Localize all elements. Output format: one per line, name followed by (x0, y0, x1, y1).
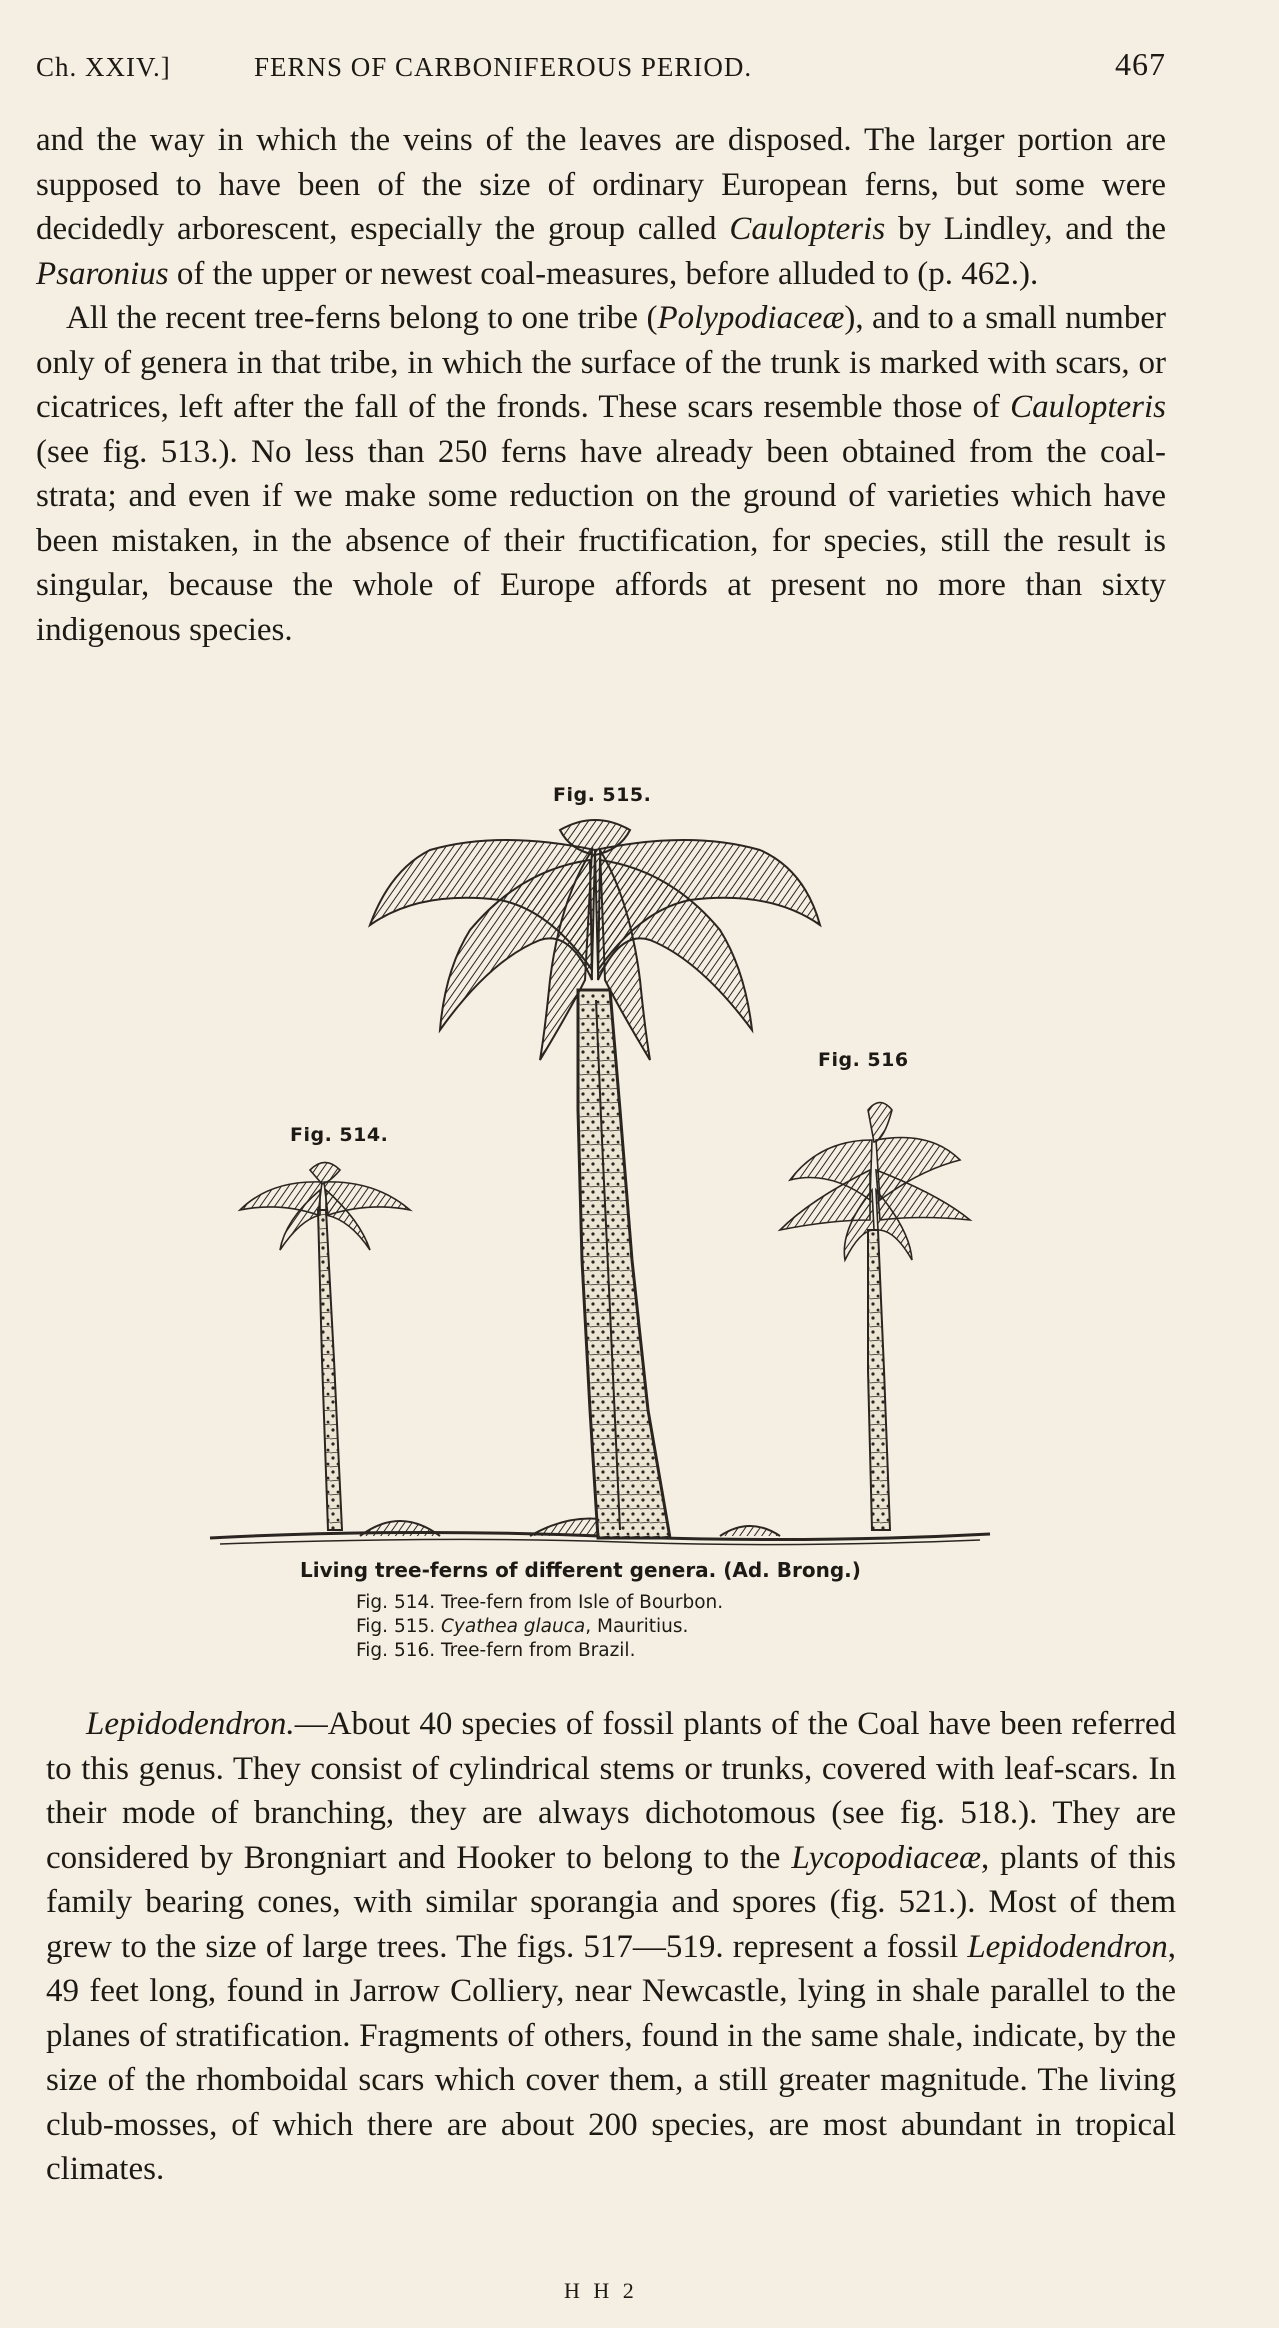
italic-term: Caulopteris (729, 211, 886, 247)
text-run: by Lindley, and the (885, 211, 1167, 247)
text-run: , 49 feet long, found in Jarrow Colliery, near Newcastle, lying in shale parallel to the planes of stratification. Fragments of others, found in the same shale, indicate, by the size of the rhomboidal scars which cover them, a still greater magnitude. The living club-mosses, of which there are about 200 species, are most abundant in tropical climates. (46, 1928, 1176, 2187)
caption-species: Cyathea glauca (441, 1616, 586, 1637)
text-run: and the way in which the veins of the leaves are disposed. The larger portion are supposed to have been of the size of ordinary European ferns, but some were decidedly arborescent, especially the group called (36, 122, 1166, 247)
italic-term: Lepidodendron (967, 1928, 1168, 1965)
text-run: ), and to a small number only of genera in that tribe, in which the surface of the trunk is marked with scars, or cicatrices, left after the fall of the fronds. These scars resemble those of (36, 300, 1166, 425)
text-run: (see fig. 513.). No less than 250 ferns have already been obtained from the coal-strata; and even if we make some reduction on the ground of varieties which have been mistaken, in the absence of their fructification, for species, still the result is singular, because the whole of Europe affords at present no more than sixty indigenous species. (36, 433, 1166, 648)
running-title: FERNS OF CARBONIFEROUS PERIOD. (254, 52, 753, 82)
italic-heading: Lepidodendron. (86, 1706, 295, 1742)
figure-caption: Living tree-ferns of different genera. (Ad. Brong.) (300, 1558, 861, 1582)
text-run: All the recent tree-ferns belong to one tribe ( (66, 300, 658, 336)
text-run: of the upper or newest coal-measures, before alluded to (p. 462.). (168, 255, 1039, 292)
paragraph-ferns-size (36, 118, 1166, 652)
tree-fern-515 (370, 820, 820, 1538)
chapter-reference: Ch. XXIV.] (36, 52, 171, 82)
caption-text: , Mauritius. (585, 1616, 689, 1637)
fig-515-label: Fig. 515. (553, 784, 652, 806)
italic-term: Lycopodiaceæ (791, 1839, 981, 1876)
fig-516-label: Fig. 516 (818, 1049, 909, 1071)
tree-fern-516 (780, 1103, 970, 1531)
caption-fig-514: Fig. 514. Tree-fern from Isle of Bourbon. (356, 1592, 724, 1613)
signature-mark: H H 2 (564, 2278, 638, 2303)
italic-term: Psaronius (36, 255, 169, 292)
paragraph-lepidodendron (46, 1702, 1176, 2192)
caption-fig-516: Fig. 516. Tree-fern from Brazil. (356, 1640, 636, 1661)
tree-fern-514 (240, 1163, 410, 1531)
italic-term: Polypodiaceæ (657, 300, 845, 336)
fig-514-label: Fig. 514. (290, 1124, 389, 1146)
italic-term: Caulopteris (1010, 389, 1166, 425)
page-number: 467 (1115, 46, 1166, 82)
caption-fig-515 (356, 1616, 688, 1637)
tree-fern-engraving (200, 810, 1000, 1555)
text-run: —About 40 species of fossil plants of the Coal have been referred to this genus. They consist of cylindrical stems or trunks, covered with leaf-scars. In their mode of branching, they are always dichotomous (see fig. 518.). They are considered by Brongniart and Hooker to belong to the (46, 1706, 1176, 1876)
text-run: , plants of this family bearing cones, with similar sporangia and spores (fig. 521.). Most of them grew to the size of large trees. The figs. 517—519. represent a fossil (46, 1839, 1177, 1965)
caption-text: Fig. 515. (356, 1616, 442, 1637)
